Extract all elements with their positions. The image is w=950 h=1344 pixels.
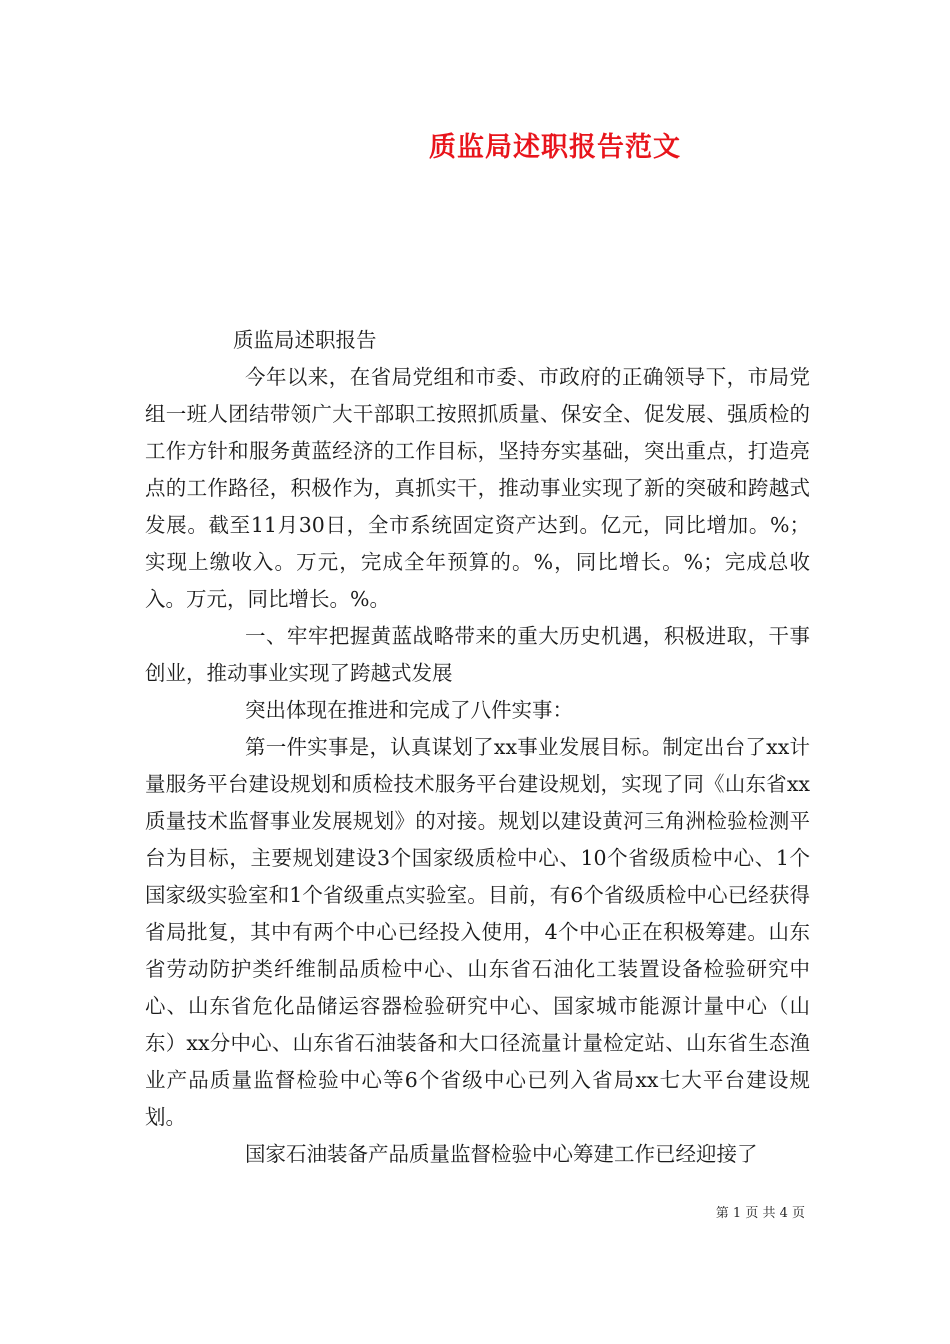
paragraph-intro: 今年以来，在省局党组和市委、市政府的正确领导下，市局党组一班人团结带领广大干部职工按照抓质量、保安全、促发展、强质检的工作方针和服务黄蓝经济的工作目标，坚持夯实基础，突出重点，打造亮点的工作路径，积极作为，真抓实干，推动事业实现了新的突破和跨越式发展。截至11月30日，全市系统固定资产达到。亿元，同比增加。%；实现上缴收入。万元，完成全年预算的。%，同比增长。%；完成总收入。万元，同比增长。%。 (145, 365, 810, 611)
paragraph-national-center: 国家石油装备产品质量监督检验中心筹建工作已经迎接了 (245, 1142, 758, 1166)
paragraph-first-task: 第一件实事是，认真谋划了xx事业发展目标。制定出台了xx计量服务平台建设规划和质检技术服务平台建设规划，实现了同《山东省xx质量技术监督事业发展规划》的对接。规划以建设黄河三角洲检验检测平台为目标，主要规划建设3个国家级质检中心、10个省级质检中心、1个国家级实验室和1个省级重点实验室。目前，有6个省级质检中心已经获得省局批复，其中有两个中心已经投入使用，4个中心正在积极筹建。山东省劳动防护类纤维制品质检中心、山东省石油化工装置设备检验研究中心、山东省危化品储运容器检验研究中心、国家城市能源计量中心（山东）xx分中心、山东省石油装备和大口径流量计量检定站、山东省生态渔业产品质量监督检验中心等6个省级中心已列入省局xx七大平台建设规划。 (145, 735, 810, 1129)
document-title: 质监局述职报告范文 (429, 132, 681, 163)
section-heading-1: 一、牢牢把握黄蓝战略带来的重大历史机遇，积极进取，干事创业，推动事业实现了跨越式发展 (145, 624, 810, 685)
paragraph-eight-tasks: 突出体现在推进和完成了八件实事： (245, 698, 573, 722)
page-number: 第 1 页 共 4 页 (715, 1206, 805, 1221)
report-subheading: 质监局述职报告 (233, 328, 377, 352)
document-body (145, 322, 810, 1173)
